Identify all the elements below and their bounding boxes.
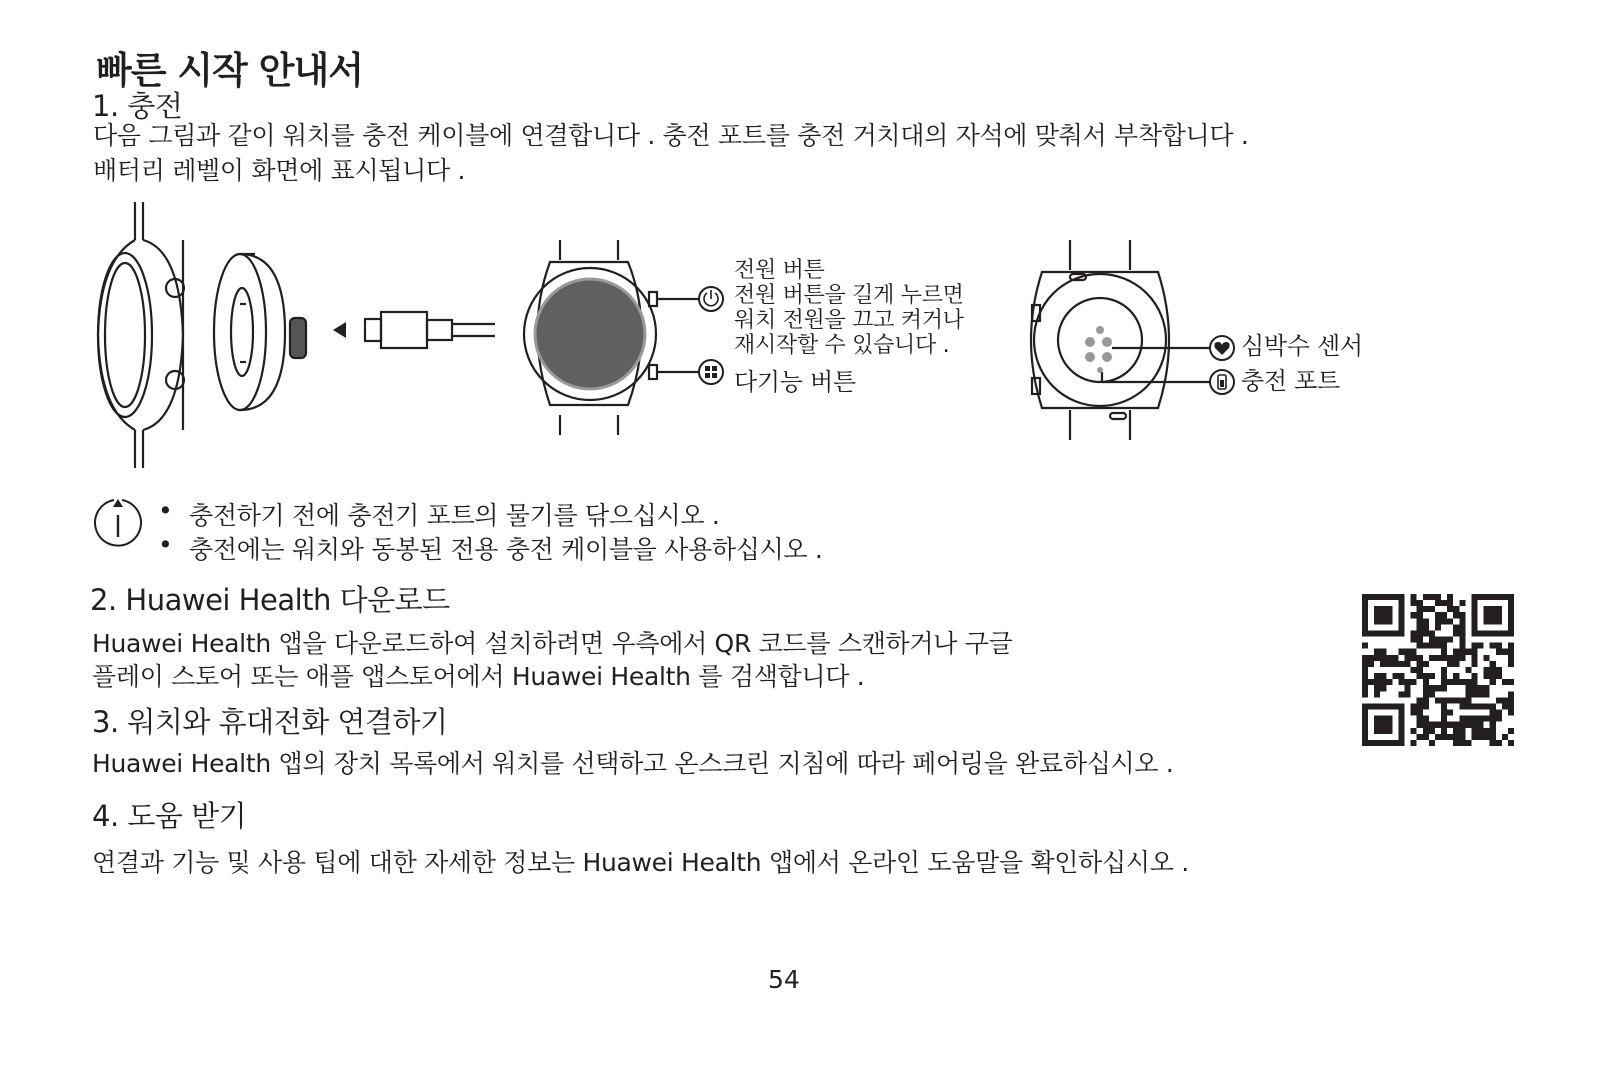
arrow-left-icon (333, 322, 346, 338)
power-button-title: 전원 버튼 (734, 258, 825, 283)
charging-text-line-2: 배터리 레벨이 화면에 표시됩니다 . (93, 156, 466, 185)
note-bullet-1: • (158, 496, 173, 525)
heart-rate-sensor-label: 심박수 센서 (1241, 332, 1363, 360)
note-2: 충전에는 워치와 동봉된 전용 충전 케이블을 사용하십시오 . (189, 535, 823, 564)
charging-text-line-1: 다음 그림과 같이 워치를 충전 케이블에 연결합니다 . 충전 포트를 충전 거치대의 자석에 맞춰서 부착합니다 . (93, 121, 1249, 150)
page-title: 빠른 시작 안내서 (96, 49, 363, 92)
download-text-line-2: 플레이 스토어 또는 애플 앱스토어에서 Huawei Health 를 검색합니다 . (92, 662, 865, 691)
heart-rate-sensor-dots (1085, 326, 1112, 373)
page-number: 54 (768, 965, 800, 994)
help-text-line-1: 연결과 기능 및 사용 팁에 대한 자세한 정보는 Huawei Health 앱에서 온라인 도움말을 확인하십시오 . (92, 848, 1189, 877)
charging-cradle-illustration (214, 254, 306, 410)
charging-cable-illustration (365, 312, 495, 348)
section-heading-help: 4. 도움 받기 (92, 799, 247, 833)
section-heading-pairing: 3. 워치와 휴대전화 연결하기 (92, 705, 448, 739)
multifunction-button-label: 다기능 버튼 (734, 368, 856, 396)
power-button-desc-2: 워치 전원을 끄고 켜거나 (734, 308, 964, 333)
info-icon (92, 497, 144, 549)
watch-back-illustration (1031, 240, 1210, 440)
watch-front-illustration (524, 240, 698, 435)
qr-code (1362, 594, 1514, 746)
download-text-line-1: Huawei Health 앱을 다운로드하여 설치하려면 우측에서 QR 코드를 스캔하거나 구글 (92, 629, 1013, 658)
charging-port-label: 충전 포트 (1241, 367, 1340, 395)
note-1: 충전하기 전에 충전기 포트의 물기를 닦으십시오 . (189, 501, 720, 530)
section-heading-charging: 1. 충전 (92, 89, 183, 123)
pairing-text-line-1: Huawei Health 앱의 장치 목록에서 워치를 선택하고 온스크린 지침에 따라 페어링을 완료하십시오 . (92, 749, 1174, 778)
note-bullet-2: • (158, 530, 173, 559)
power-button-desc-1: 전원 버튼을 길게 누르면 (734, 283, 964, 308)
multifunction-icon (699, 360, 723, 384)
watch-side-view-illustration (98, 202, 184, 468)
power-button-desc-3: 재시작할 수 있습니다 . (734, 333, 950, 358)
section-heading-download: 2. Huawei Health 다운로드 (90, 583, 450, 617)
